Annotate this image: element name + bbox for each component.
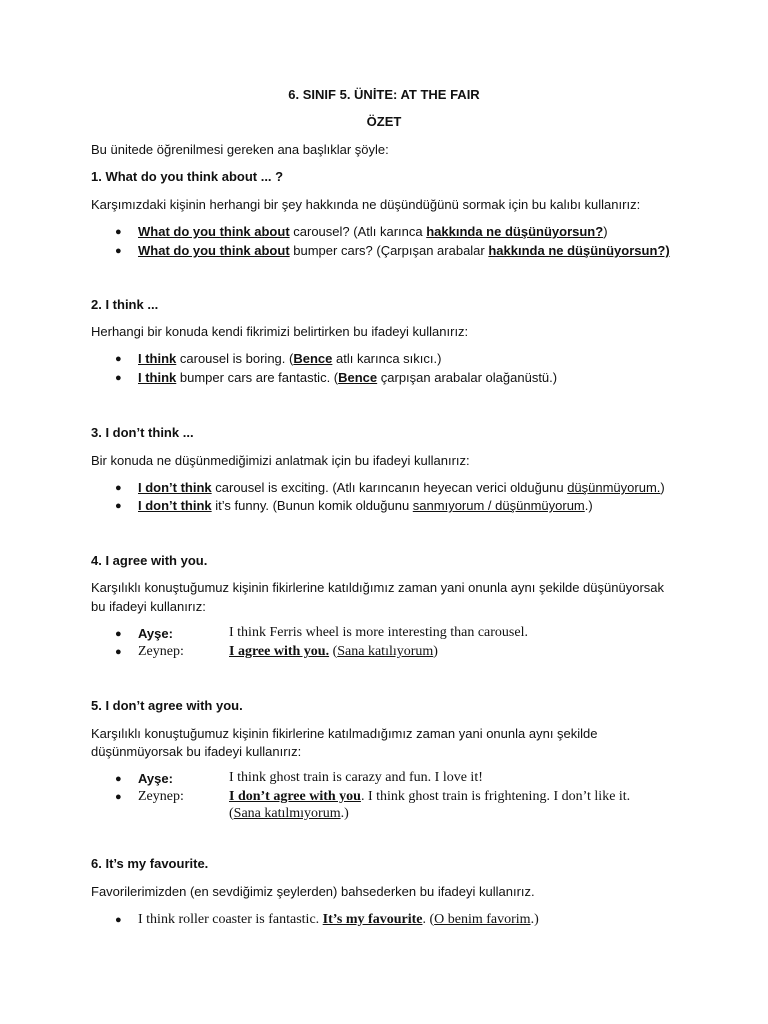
speaker-zeynep: Zeynep:	[138, 644, 184, 659]
section-2-item-2: I think bumper cars are fantastic. (Bence çarpışan arabalar olağanüstü.)	[138, 370, 558, 385]
bullet-icon: ●	[115, 791, 122, 803]
section-5-zeynep-line-2: (Sana katılmıyorum.)	[229, 806, 349, 821]
bullet-icon: ●	[115, 482, 122, 494]
section-4-desc-line-2: bu ifadeyi kullanırız:	[91, 599, 206, 614]
page-subtitle: ÖZET	[366, 114, 402, 129]
bullet-icon: ●	[115, 646, 122, 658]
section-3-desc: Bir konuda ne düşünmediğimizi anlatmak için bu ifadeyi kullanırız:	[91, 453, 470, 468]
bullet-icon: ●	[115, 500, 122, 512]
section-2-heading: 2. I think ...	[91, 297, 159, 312]
section-4-ayse-line: I think Ferris wheel is more interesting than carousel.	[229, 625, 528, 640]
section-5-ayse-line: I think ghost train is carazy and fun. I love it!	[229, 770, 483, 785]
section-1-item-2: What do you think about bumper cars? (Çarpışan arabalar hakkında ne düşünüyorsun?)	[138, 243, 670, 258]
bullet-icon: ●	[115, 773, 122, 785]
section-6-desc: Favorilerimizden (en sevdiğimiz şeylerden) bahsederken bu ifadeyi kullanırız.	[91, 884, 535, 899]
section-5-heading: 5. I don’t agree with you.	[91, 698, 243, 713]
speaker-ayse: Ayşe:	[138, 626, 173, 641]
section-5-desc-line-1: Karşılıklı konuştuğumuz kişinin fikirlerine katılmadığımız zaman yani onunla aynı şekilde	[91, 726, 598, 741]
section-4-heading: 4. I agree with you.	[91, 553, 208, 568]
section-5-zeynep-line: I don’t agree with you. I think ghost train is frightening. I don’t like it.	[229, 789, 631, 804]
section-1-desc: Karşımızdaki kişinin herhangi bir şey hakkında ne düşündüğünü sormak için bu kalıbı kullanırız:	[91, 197, 641, 212]
section-6-item-1: I think roller coaster is fantastic. It’s my favourite. (O benim favorim.)	[138, 912, 539, 927]
section-3-item-2: I don’t think it’s funny. (Bunun komik olduğunu sanmıyorum / düşünmüyorum.)	[138, 498, 593, 513]
section-2-desc: Herhangi bir konuda kendi fikrimizi belirtirken bu ifadeyi kullanırız:	[91, 324, 469, 339]
intro-text: Bu ünitede öğrenilmesi gereken ana başlıklar şöyle:	[91, 142, 389, 157]
section-6-heading: 6. It’s my favourite.	[91, 856, 209, 871]
section-5-desc-line-2: düşünmüyorsak bu ifadeyi kullanırız:	[91, 744, 302, 759]
section-3-item-1: I don’t think carousel is exciting. (Atlı karıncanın heyecan verici olduğunu düşünmüyorum.)	[138, 480, 665, 495]
page-title: 6. SINIF 5. ÜNİTE: AT THE FAIR	[288, 87, 480, 102]
bullet-icon: ●	[115, 628, 122, 640]
section-4-desc-line-1: Karşılıklı konuştuğumuz kişinin fikirlerine katıldığımız zaman yani onunla aynı şekilde düşünüyorsak	[91, 580, 664, 595]
section-3-heading: 3. I don’t think ...	[91, 425, 194, 440]
speaker-zeynep: Zeynep:	[138, 789, 184, 804]
speaker-ayse: Ayşe:	[138, 771, 173, 786]
section-1-heading: 1. What do you think about ... ?	[91, 169, 284, 184]
section-2-item-1: I think carousel is boring. (Bence atlı karınca sıkıcı.)	[138, 351, 442, 366]
section-4-zeynep-line: I agree with you. (Sana katılıyorum)	[229, 644, 438, 659]
bullet-icon: ●	[115, 353, 122, 365]
bullet-icon: ●	[115, 914, 122, 926]
bullet-icon: ●	[115, 372, 122, 384]
bullet-icon: ●	[115, 245, 122, 257]
section-1-item-1: What do you think about carousel? (Atlı karınca hakkında ne düşünüyorsun?)	[138, 224, 608, 239]
bullet-icon: ●	[115, 226, 122, 238]
